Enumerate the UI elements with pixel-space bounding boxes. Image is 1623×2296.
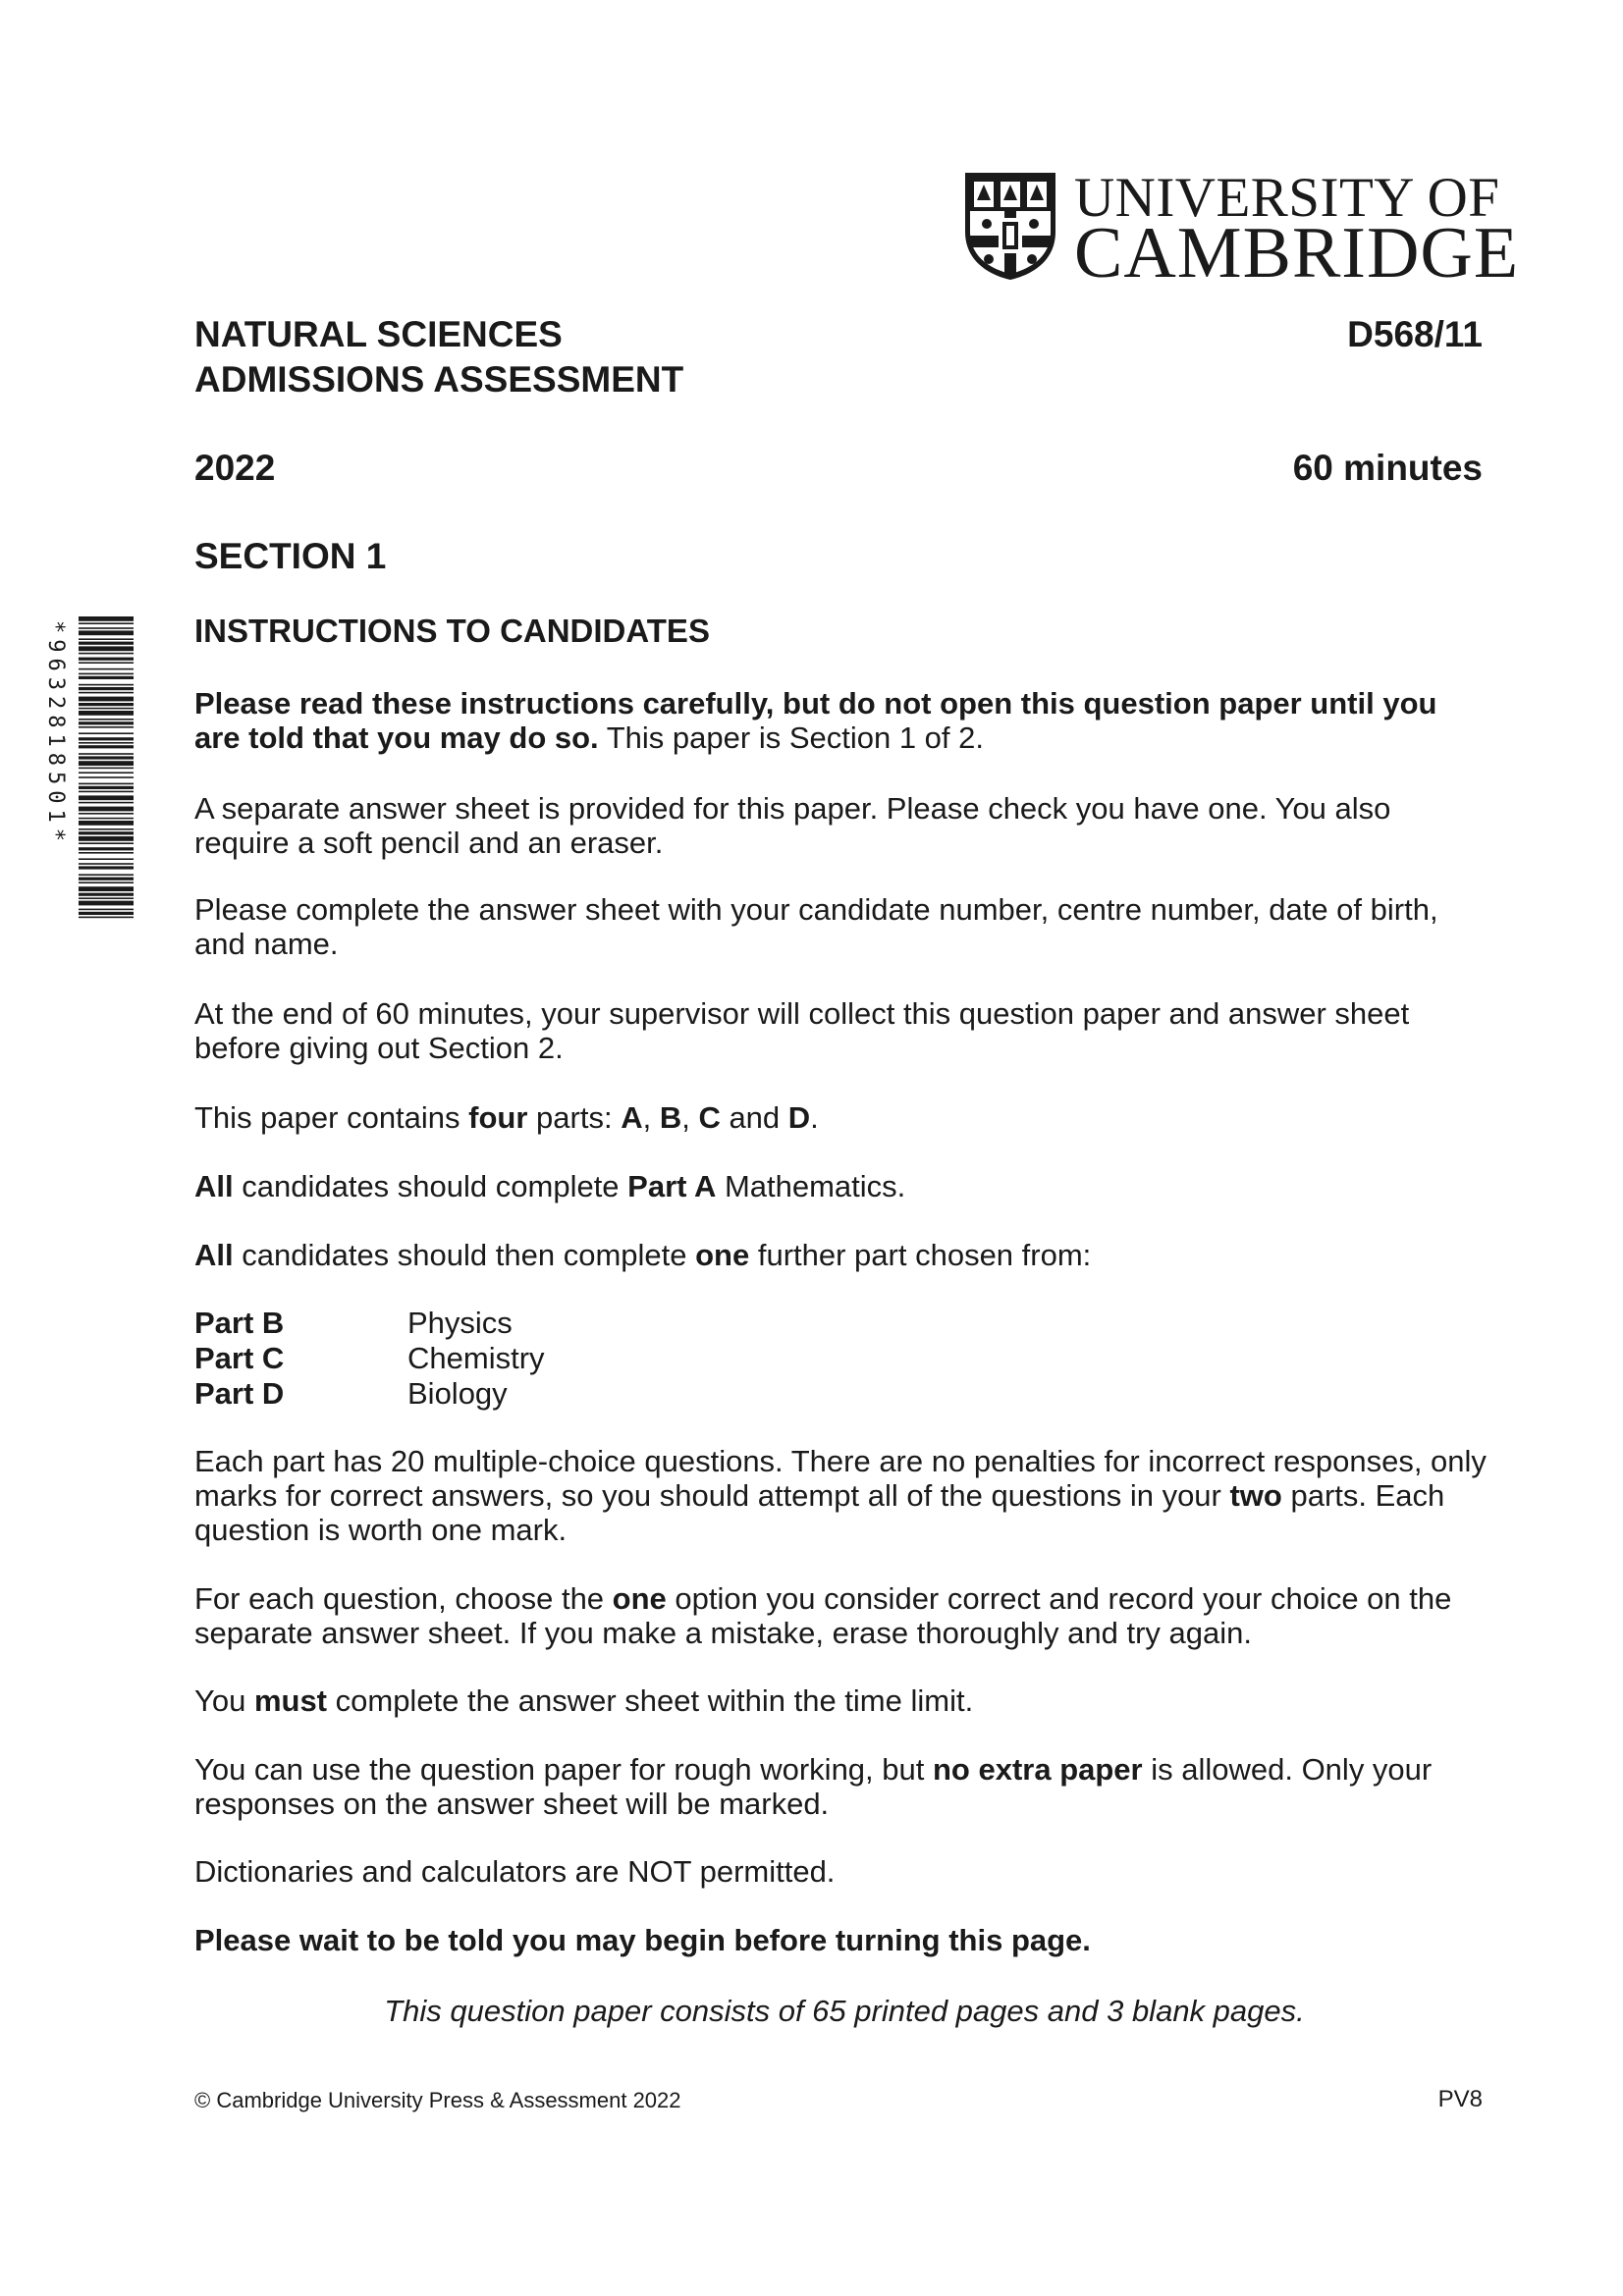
barcode-bar [79, 742, 134, 744]
p5-f: B [659, 1100, 682, 1135]
barcode-bar [79, 646, 134, 651]
title-line-1: NATURAL SCIENCES [194, 314, 563, 354]
p1-rest: This paper is Section 1 of 2. [598, 721, 985, 755]
instructions-heading: INSTRUCTIONS TO CANDIDATES [194, 613, 710, 649]
p11-b: no extra paper [932, 1752, 1143, 1787]
barcode-bar [79, 842, 134, 844]
barcode-bar [79, 732, 134, 734]
p7-b: candidates should then complete [233, 1238, 696, 1272]
p5-g: , [681, 1100, 699, 1135]
parts-row [194, 1376, 545, 1412]
barcode-bar [79, 745, 134, 748]
p5-i: and [720, 1100, 788, 1135]
p6-d: Mathematics. [716, 1169, 906, 1203]
p13-text: Please wait to be told you may begin before turning this page. [194, 1923, 1091, 1957]
section-title: SECTION 1 [194, 536, 387, 576]
p5-b: four [468, 1100, 528, 1135]
paragraph-read-instructions [194, 686, 1490, 755]
p5-d: A [621, 1100, 643, 1135]
barcode-bar [79, 708, 134, 710]
barcode-bar [79, 721, 134, 724]
university-logo [963, 167, 1520, 294]
barcode-bar [79, 828, 134, 830]
paragraph-rough-working [194, 1752, 1490, 1821]
barcode-bar [79, 622, 134, 624]
barcode-bar [79, 627, 134, 629]
barcode-bar [79, 886, 134, 891]
barcode-bar [79, 866, 134, 869]
paragraph-further-part [194, 1238, 1490, 1272]
barcode-bar [79, 917, 134, 919]
part-label: Part D [194, 1376, 285, 1411]
p9-c: option you consider correct and record your choice on the separate answer sheet. If you make a mistake, erase thoroughly and try again. [194, 1581, 1452, 1650]
barcode-bar [79, 642, 134, 645]
part-subject: Chemistry [407, 1341, 545, 1375]
barcode-bar [79, 638, 134, 640]
barcode-bar [79, 836, 134, 841]
p7-a: All [194, 1238, 234, 1272]
p3-text: Please complete the answer sheet with your candidate number, centre number, date of birth, and name. [194, 892, 1438, 961]
barcode-bar [79, 821, 134, 826]
barcode-bar [79, 768, 134, 770]
paper-code: D568/11 [1347, 314, 1483, 354]
p4-text: At the end of 60 minutes, your supervisor will collect this question paper and answer sheet before giving out Section 2. [194, 996, 1410, 1065]
barcode-bar [79, 684, 134, 686]
part-subject: Physics [407, 1306, 513, 1340]
paragraph-part-a [194, 1169, 1490, 1203]
p5-j: D [787, 1100, 811, 1135]
logo-cambridge: CAMBRIDGE [1074, 213, 1520, 294]
barcode-bar [79, 874, 134, 876]
barcode-bar [79, 697, 134, 702]
paragraph-wait [194, 1923, 1490, 1957]
barcode-bar [79, 795, 134, 800]
p5-h: C [698, 1100, 721, 1135]
barcode-bar [79, 776, 134, 778]
cambridge-crest-icon [963, 171, 1057, 281]
barcode-bar [79, 630, 134, 635]
barcode-bar [79, 653, 134, 655]
logo-university-of: UNIVERSITY OF [1074, 167, 1500, 229]
p6-c: Part A [627, 1169, 717, 1203]
paragraph-four-parts [194, 1100, 1490, 1135]
title-line-2: ADMISSIONS ASSESSMENT [194, 359, 684, 400]
barcode-bar [79, 662, 134, 664]
p5-k: . [810, 1100, 819, 1135]
p8-b: two [1229, 1478, 1282, 1513]
barcode-bar [79, 753, 134, 755]
p5-e: , [642, 1100, 660, 1135]
barcode-bar [79, 912, 134, 915]
print-code: PV8 [1437, 2086, 1483, 2112]
p11-a: You can use the question paper for rough working, but [194, 1752, 933, 1787]
p8-a: Each part has 20 multiple-choice questions. There are no penalties for incorrect responses, only marks for correct answers, so you should attempt all of the questions in your [194, 1444, 1487, 1513]
barcode-bar [79, 909, 134, 911]
barcode-bar [79, 756, 134, 759]
barcode-bar [79, 901, 134, 906]
p11-c: is allowed. Only your responses on the answer sheet will be marked. [194, 1752, 1433, 1821]
p10-b: must [253, 1683, 328, 1718]
barcode-bar [79, 726, 134, 728]
barcode-bar [79, 719, 134, 721]
paragraph-answer-sheet [194, 791, 1490, 860]
barcode-bar [79, 878, 134, 881]
paragraph-multiple-choice [194, 1444, 1490, 1547]
p7-c: one [695, 1238, 750, 1272]
barcode-bar [79, 893, 134, 896]
p9-b: one [612, 1581, 667, 1616]
part-label: Part C [194, 1341, 285, 1375]
barcode-bar [79, 807, 134, 812]
paragraph-choose-option [194, 1581, 1490, 1650]
barcode-bar [79, 881, 134, 883]
barcode-bar [79, 786, 134, 789]
barcode-bar [79, 813, 134, 815]
barcode-bar [79, 858, 134, 860]
p8-c: parts. Each question is worth one mark. [194, 1478, 1445, 1547]
barcode-bar [79, 847, 134, 850]
barcode-bar [79, 687, 134, 690]
barcode-bar [79, 711, 134, 716]
copyright: © Cambridge University Press & Assessment 2022 [194, 2088, 681, 2112]
barcode-digits: *9632818501* [43, 620, 68, 847]
p5-c: parts: [527, 1100, 622, 1135]
barcode-bar [79, 616, 134, 621]
barcode-bar [79, 737, 134, 740]
barcode-bar [79, 761, 134, 766]
barcode-bar [79, 676, 134, 679]
p2-text: A separate answer sheet is provided for this paper. Please check you have one. You also require a soft pencil and an eraser. [194, 791, 1391, 860]
p1-bold: Please read these instructions carefully, but do not open this question paper until you are told that you may do so. [194, 686, 1437, 755]
p12-text: Dictionaries and calculators are NOT permitted. [194, 1854, 836, 1889]
barcode-bar [79, 703, 134, 706]
paragraph-complete-details [194, 892, 1490, 961]
p9-a: For each question, choose the [194, 1581, 613, 1616]
part-subject: Biology [407, 1376, 508, 1411]
paragraph-calculators [194, 1854, 1490, 1889]
barcode-bar [79, 692, 134, 694]
page-count-note: This question paper consists of 65 printed pages and 3 blank pages. [384, 1994, 1305, 2028]
paragraph-time-limit [194, 1683, 1490, 1718]
p10-a: You [194, 1683, 254, 1718]
p7-d: further part chosen from: [749, 1238, 1092, 1272]
barcode-bar [79, 673, 134, 675]
p5-a: This paper contains [194, 1100, 469, 1135]
paragraph-end-of-time [194, 996, 1490, 1065]
part-label: Part B [194, 1306, 285, 1340]
barcode-bar [79, 897, 134, 899]
barcode-bar [79, 852, 134, 854]
barcode-bar [79, 772, 134, 774]
barcode-bar [79, 658, 134, 661]
p6-a: All [194, 1169, 234, 1203]
exam-duration: 60 minutes [1292, 448, 1483, 488]
p6-b: candidates should complete [233, 1169, 628, 1203]
barcode-bar [79, 831, 134, 834]
parts-row [194, 1306, 545, 1341]
exam-year: 2022 [194, 448, 276, 488]
barcode-bar [79, 802, 134, 804]
parts-row [194, 1341, 545, 1376]
p10-c: complete the answer sheet within the time limit. [327, 1683, 974, 1718]
barcode-bar [79, 863, 134, 865]
barcode-bar [79, 791, 134, 793]
barcode [79, 616, 134, 923]
barcode-bar [79, 783, 134, 785]
parts-list [194, 1306, 545, 1412]
barcode-bar [79, 668, 134, 670]
barcode-bar [79, 818, 134, 820]
